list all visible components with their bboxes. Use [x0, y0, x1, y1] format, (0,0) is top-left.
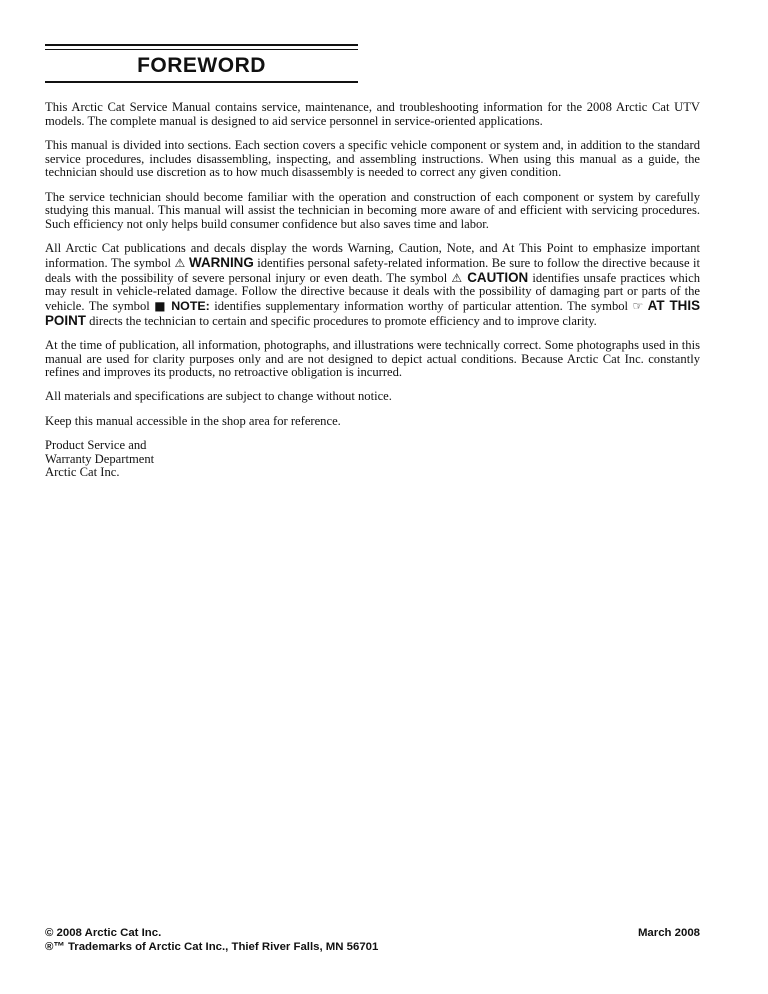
note-text: identifies supplementary information worthy of particular attention. The symbol	[214, 298, 629, 313]
at-this-point-text: directs the technician to certain and specific procedures to promote efficiency and to improve clarity.	[89, 313, 597, 328]
caution-label: CAUTION	[467, 269, 529, 285]
page-title: FOREWORD	[137, 54, 266, 77]
symbols-intro-text: All Arctic Cat publications and decals display the words Warning, Caution, Note, and At This Point to emphasize important information. The symbol	[45, 241, 700, 270]
paragraph-symbols	[45, 242, 700, 328]
title-top-rule	[45, 44, 358, 50]
paragraph-sections: This manual is divided into sections. Each section covers a specific vehicle component or system and, in addition to the standard service procedures, includes disassembling, inspecting, and assembling instructions. When using this manual as a guide, the technician should use discretion as to how much disassembly is needed to correct any given condition.	[45, 137, 700, 180]
signature-line: Arctic Cat Inc.	[45, 465, 120, 480]
signature-line: Warranty Department	[45, 451, 155, 466]
paragraph-change-notice: All materials and specifications are subject to change without notice.	[45, 389, 392, 404]
paragraph-intro: This Arctic Cat Service Manual contains service, maintenance, and troubleshooting information for the 2008 Arctic Cat UTV models. The complete manual is designed to aid service personnel in service-oriented applications.	[45, 100, 700, 128]
footer	[45, 926, 700, 954]
caution-text: identifies unsafe practices which may result in vehicle-related damage. Follow the directive because it deals with the possibility of damaging part or parts of the vehicle. The symbol	[45, 270, 701, 313]
copyright-text: © 2008 Arctic Cat Inc.	[45, 927, 162, 939]
foreword-body	[45, 101, 700, 490]
warning-icon: ⚠	[174, 255, 186, 270]
pointing-hand-icon: ☞	[632, 298, 644, 313]
signature-line: Product Service and	[45, 437, 147, 452]
at-this-point-label: AT THIS POINT	[45, 297, 700, 328]
title-bottom-rule	[45, 81, 358, 83]
paragraph-technician: The service technician should become familiar with the operation and construction of each component or system by carefully studying this manual. This manual will assist the technician in becoming more aware of and efficient with servicing procedures. Such efficiency not only helps build consumer confidence but also saves time and labor.	[45, 189, 700, 231]
trademark-text: ®™ Trademarks of Arctic Cat Inc., Thief River Falls, MN 56701	[45, 941, 379, 953]
signature-block	[45, 439, 700, 480]
note-label: NOTE:	[171, 298, 210, 313]
paragraph-publication: At the time of publication, all information, photographs, and illustrations were technically correct. Some photographs used in this manual are used for clarity purposes only and are not designed to depict actual conditions. Because Arctic Cat Inc. constantly refines and improves its products, no retroactive obligation is incurred.	[45, 337, 700, 380]
title-block	[45, 44, 358, 83]
caution-icon: ⚠	[451, 270, 464, 285]
publication-date: March 2008	[637, 927, 700, 939]
warning-text: identifies personal safety-related information. Be sure to follow the directive because it deals with the possibility of severe personal injury or even death. The symbol	[45, 255, 701, 285]
warning-label: WARNING	[189, 254, 254, 270]
paragraph-keep-manual: Keep this manual accessible in the shop area for reference.	[45, 413, 341, 428]
note-icon: ■	[154, 298, 167, 313]
